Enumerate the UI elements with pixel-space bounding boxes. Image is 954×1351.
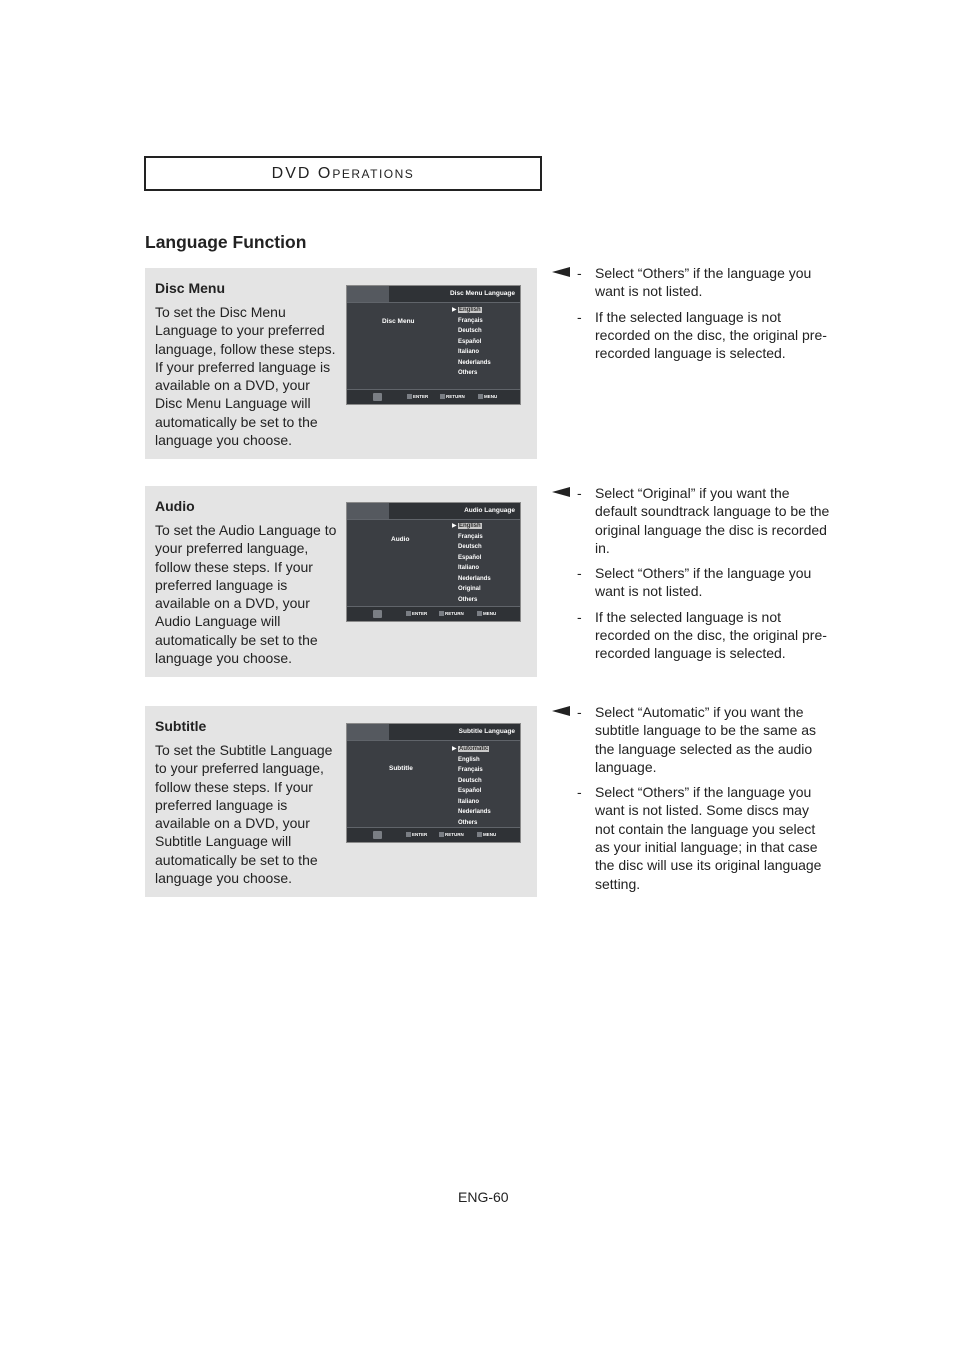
pointer-arrow-icon [552,487,570,497]
subtitle-panel [145,706,537,897]
return-key: RETURN [439,832,464,837]
screen-label: Subtitle [389,765,413,772]
enter-icon [406,832,411,837]
subtitle-notes [552,703,832,900]
menu-key: MENU [477,832,496,837]
option-nederlands[interactable]: Nederlands [458,575,491,582]
option-francais[interactable]: Français [458,767,483,773]
option-francais[interactable]: Français [458,317,483,324]
nav-pad-icon [373,831,382,839]
option-english[interactable]: English [458,756,480,763]
pointer-arrow-icon [552,706,570,716]
enter-icon [406,611,411,616]
return-icon [439,611,444,616]
screen-tab [347,724,389,740]
menu-key: MENU [478,394,497,399]
language-options [458,744,491,828]
option-espanol[interactable]: Español [458,554,482,561]
disc-menu-panel [145,268,537,459]
selection-arrow-icon: ▶ [452,307,457,313]
option-italiano[interactable]: Italiano [458,798,480,805]
audio-title: Audio [155,498,195,514]
disc-menu-title: Disc Menu [155,280,226,296]
screen-title: Disc Menu Language [449,290,515,297]
nav-pad-icon [373,610,382,618]
option-automatic[interactable]: Automatic [459,746,489,752]
menu-key: MENU [477,611,496,616]
note-item: - Select “Others” if the language you want is not listed. [552,264,832,301]
option-english[interactable]: English [459,523,481,529]
screen-label: Audio [391,536,410,543]
screen-tab [347,286,389,302]
option-others[interactable]: Others [458,819,478,826]
note-item: - Select “Original” if you want the default soundtrack language to be the original language the disc is recorded in. [552,484,832,557]
subtitle-description: To set the Subtitle Language to your preferred language, follow these steps. If your preferred language is available on a DVD, your Subtitle Language will automatically be set to the language you choose. [155,742,333,887]
note-item: - Select “Automatic” if you want the subtitle language to be the same as the language selected as the audio language. [552,703,832,776]
nav-pad-icon [373,393,382,401]
menu-icon [477,832,482,837]
option-italiano[interactable]: Italiano [458,349,480,355]
screen-key-bar [347,606,520,621]
enter-key: ENTER [407,394,428,399]
disc-menu-description: To set the Disc Menu Language to your preferred language, follow these steps. If your preferred language is available on a DVD, your Disc Menu Language will automatically be set to the language you choose. [155,304,336,449]
audio-panel [145,486,537,677]
note-item: - If the selected language is not recorded on the disc, the original pre-recorded language is selected. [577,308,827,362]
return-icon [440,394,445,399]
menu-icon [477,611,482,616]
screen-title-bar [347,286,520,303]
enter-icon [407,394,412,399]
subtitle-screen [346,723,521,843]
screen-tab [347,503,389,519]
return-key: RETURN [440,394,465,399]
screen-label: Disc Menu [382,318,415,325]
option-english[interactable]: English [459,307,481,313]
option-espanol[interactable]: Español [458,338,482,345]
disc-menu-notes [552,264,832,369]
return-key: RETURN [439,611,464,616]
screen-title-bar [347,503,520,520]
screen-key-bar [347,827,520,842]
section-header-small: PERATIONS [332,166,415,181]
pointer-arrow-icon [552,267,570,277]
screen-title: Subtitle Language [458,728,515,735]
option-nederlands[interactable]: Nederlands [458,809,491,815]
selection-arrow-icon: ▶ [452,746,457,752]
note-item: - Select “Others” if the language you want is not listed. Some discs may not contain the language you select as your initial language; in that case the disc will use its original language setting. [577,784,822,892]
option-others[interactable]: Others [458,370,478,376]
selection-arrow-icon: ▶ [452,523,457,529]
subtitle-title: Subtitle [155,718,207,734]
enter-key: ENTER [406,832,427,837]
language-options [458,305,491,379]
note-item: - If the selected language is not recorded on the disc, the original pre-recorded language is selected. [577,608,827,662]
audio-screen [346,502,521,622]
screen-title: Audio Language [464,507,515,514]
option-deutsch[interactable]: Deutsch [458,328,482,334]
return-icon [439,832,444,837]
disc-menu-screen [346,285,521,405]
page-number: ENG-60 [458,1189,509,1205]
section-header-big: DVD O [271,164,333,182]
option-espanol[interactable]: Español [458,788,482,794]
page-title: Language Function [145,232,307,252]
section-header [144,156,542,191]
language-options [458,521,491,605]
audio-description: To set the Audio Language to your preferred language, follow these steps. If your preferred language is available on a DVD, your Audio Language will automatically be set to the language you choose. [155,522,337,667]
option-deutsch[interactable]: Deutsch [458,544,482,550]
enter-key: ENTER [406,611,427,616]
option-deutsch[interactable]: Deutsch [458,777,482,784]
note-item: - Select “Others” if the language you want is not listed. [577,565,812,600]
option-nederlands[interactable]: Nederlands [458,359,491,366]
screen-key-bar [347,389,520,404]
menu-icon [478,394,483,399]
option-francais[interactable]: Français [458,533,483,540]
option-others[interactable]: Others [458,596,478,603]
option-italiano[interactable]: Italiano [458,565,480,571]
option-original[interactable]: Original [458,586,481,592]
screen-title-bar [347,724,520,741]
audio-notes [552,484,832,670]
